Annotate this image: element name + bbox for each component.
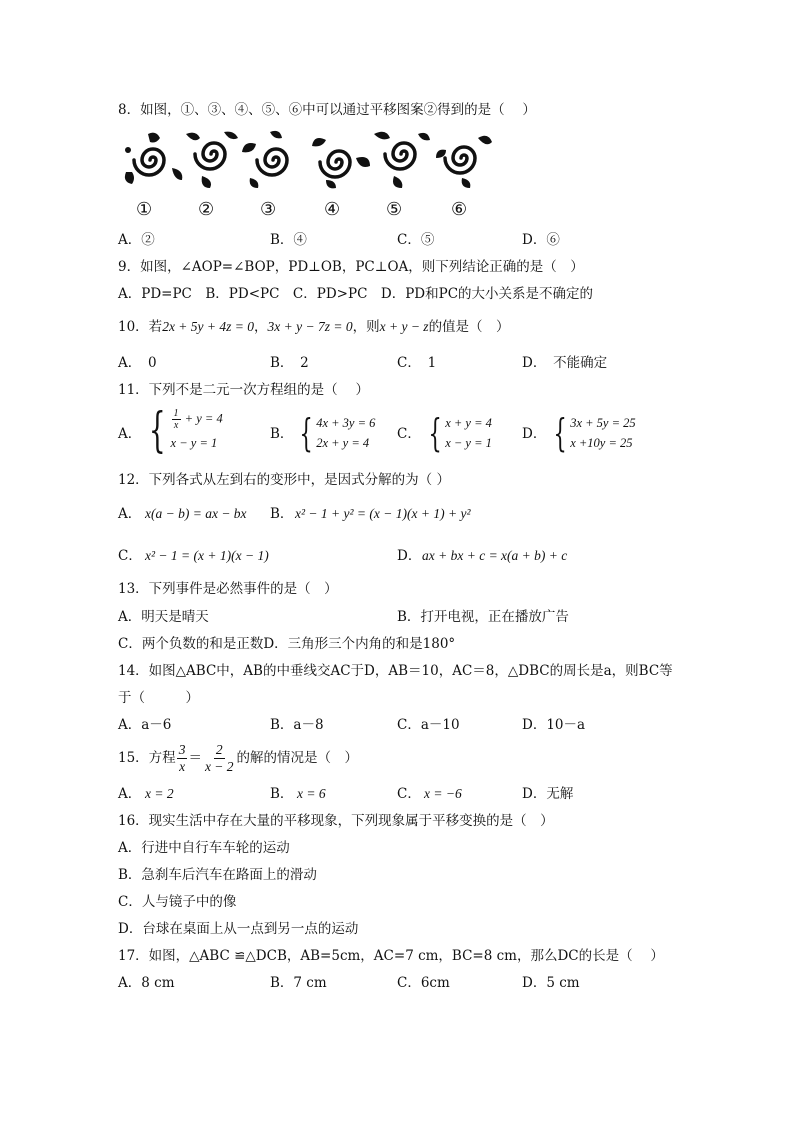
q10-option-b: B． 2 <box>270 355 309 371</box>
q10-equation-1: 2x + 5y + 4z = 0 <box>162 319 255 334</box>
figure-label-2: ② <box>198 199 215 220</box>
q11-system-c <box>423 411 492 455</box>
q12-label-a: A． <box>118 506 142 522</box>
q14-stem-line2: 于（ ） <box>118 690 199 706</box>
q11-system-a <box>142 401 223 458</box>
q17-option-d: D．5 cm <box>522 975 580 991</box>
q10-prefix: 10．若 <box>118 319 163 335</box>
q15-expression-c: x = −6 <box>424 786 462 801</box>
q11-system-d <box>548 411 636 455</box>
q11-a-fraction-numerator: 1 <box>173 408 179 419</box>
brace-icon: { <box>148 401 166 458</box>
q17-stem: 17．如图，△ABC ≌△DCB，AB=5cm，AC=7 cm，BC=8 cm，那么DC的长是（ ） <box>118 948 664 964</box>
q12-expression-c: x² − 1 = (x + 1)(x − 1) <box>145 548 269 563</box>
q12-label-c: C． <box>118 548 142 564</box>
q17-option-b: B．7 cm <box>270 975 327 991</box>
spiral-figure-4 <box>304 128 374 190</box>
q11-a-line1-rest: + y = 4 <box>184 411 223 426</box>
q8-option-a: A．② <box>118 232 155 248</box>
q11-label-b: B． <box>270 426 294 442</box>
q10-option-a: A． 0 <box>118 355 157 371</box>
q16-stem: 16．现实生活中存在大量的平移现象，下列现象属于平移变换的是（ ） <box>118 813 554 829</box>
q15-prefix: 15．方程 <box>118 750 176 766</box>
q10-option-d: D． 不能确定 <box>522 355 608 371</box>
q8-option-b: B．④ <box>270 232 307 248</box>
q15-label-b: B． <box>270 786 294 802</box>
figure-label-3: ③ <box>260 199 277 220</box>
q15-expression-b: x = 6 <box>297 786 326 801</box>
q15-equals: ＝ <box>188 750 202 766</box>
q12-expression-b: x² − 1 + y² = (x − 1)(x + 1) + y² <box>295 506 471 521</box>
q11-c-line1: x + y = 4 <box>445 416 492 430</box>
brace-icon: { <box>428 411 442 455</box>
q11-a-fraction-denominator: x <box>173 420 179 431</box>
q10-equation-2: 3x + y − 7z = 0 <box>267 319 353 334</box>
q14-option-a: A．a－6 <box>118 717 172 733</box>
q10-separator: ， <box>254 319 268 335</box>
q16-option-d: D．台球在桌面上从一点到另一点的运动 <box>118 921 359 937</box>
spiral-figure-6 <box>432 128 502 190</box>
q14-option-c: C．a－10 <box>397 717 460 733</box>
q13-stem: 13．下列事件是必然事件的是（ ） <box>118 581 338 597</box>
q11-c-line2: x − y = 1 <box>445 436 492 450</box>
q15-fraction1-numerator: 3 <box>178 742 186 757</box>
q15-label-a: A． <box>118 786 142 802</box>
q13-options-cd: C．两个负数的和是正数D．三角形三个内角的和是180° <box>118 636 456 652</box>
q11-b-line1: 4x + 3y = 6 <box>316 416 376 430</box>
brace-icon: { <box>553 411 567 455</box>
q16-option-b: B．急刹车后汽车在路面上的滑动 <box>118 867 317 883</box>
brace-icon: { <box>299 411 313 455</box>
q11-label-d: D． <box>522 426 547 442</box>
q8-option-d: D．⑥ <box>522 232 560 248</box>
q11-stem: 11．下列不是二元一次方程组的是（ ） <box>118 382 369 398</box>
q12-label-b: B． <box>270 506 294 522</box>
q13-option-b: B．打开电视，正在播放广告 <box>397 609 569 625</box>
q15-label-c: C． <box>397 786 421 802</box>
q9-stem: 9．如图，∠AOP=∠BOP，PD⊥OB，PC⊥OA，则下列结论正确的是（ ） <box>118 259 584 275</box>
q12-stem: 12．下列各式从左到右的变形中，是因式分解的为（ ） <box>118 472 450 488</box>
q8-option-c: C．⑤ <box>397 232 435 248</box>
q11-label-a: A． <box>118 426 142 442</box>
spiral-figure-5 <box>370 128 440 190</box>
q17-option-c: C．6cm <box>397 975 450 991</box>
q15-fraction2-numerator: 2 <box>215 742 223 757</box>
q14-option-b: B．a－8 <box>270 717 324 733</box>
figure-label-5: ⑤ <box>386 199 403 220</box>
q11-a-line2: x − y = 1 <box>170 436 218 450</box>
q15-suffix: 的解的情况是（ ） <box>236 750 359 766</box>
figure-label-1: ① <box>136 199 153 220</box>
q10-mid: ，则 <box>352 319 380 335</box>
q11-system-b <box>294 411 376 455</box>
figure-label-6: ⑥ <box>451 199 468 220</box>
q11-d-line2: x +10y = 25 <box>570 436 633 450</box>
q12-label-d: D． <box>397 548 422 564</box>
spiral-figure-3 <box>238 128 308 190</box>
q15-fraction2-denominator: x − 2 <box>204 759 234 774</box>
q11-d-line1: 3x + 5y = 25 <box>570 416 636 430</box>
q9-options: A．PD=PC B．PD<PC C．PD>PC D．PD和PC的大小关系是不确定的 <box>118 286 594 302</box>
q16-option-c: C．人与镜子中的像 <box>118 894 237 910</box>
q12-expression-d: ax + bx + c = x(a + b) + c <box>422 548 568 563</box>
q11-b-line2: 2x + y = 4 <box>316 436 370 450</box>
q12-expression-a: x(a − b) = ax − bx <box>145 506 247 521</box>
q10-stem <box>118 318 510 336</box>
q11-label-c: C． <box>397 426 421 442</box>
q10-expression: x + y − z <box>379 319 429 334</box>
q15-option-d: D．无解 <box>522 786 574 802</box>
q8-stem: 8．如图，①、③、④、⑤、⑥中可以通过平移图案②得到的是（ ） <box>118 102 536 118</box>
figure-label-4: ④ <box>324 199 341 220</box>
q16-option-a: A．行进中自行车车轮的运动 <box>118 840 290 856</box>
q14-option-d: D．10－a <box>522 717 586 733</box>
q15-fraction1-denominator: x <box>179 759 186 774</box>
q13-option-a: A．明天是晴天 <box>118 609 209 625</box>
q10-suffix: 的值是（ ） <box>428 319 510 335</box>
q15-stem <box>118 741 358 775</box>
q14-stem-line1: 14．如图△ABC中，AB的中垂线交AC于D，AB＝10，AC＝8，△DBC的周长是a，则BC等 <box>118 663 673 679</box>
q17-option-a: A．8 cm <box>118 975 175 991</box>
q10-option-c: C． 1 <box>397 355 437 371</box>
q15-expression-a: x = 2 <box>145 786 174 801</box>
